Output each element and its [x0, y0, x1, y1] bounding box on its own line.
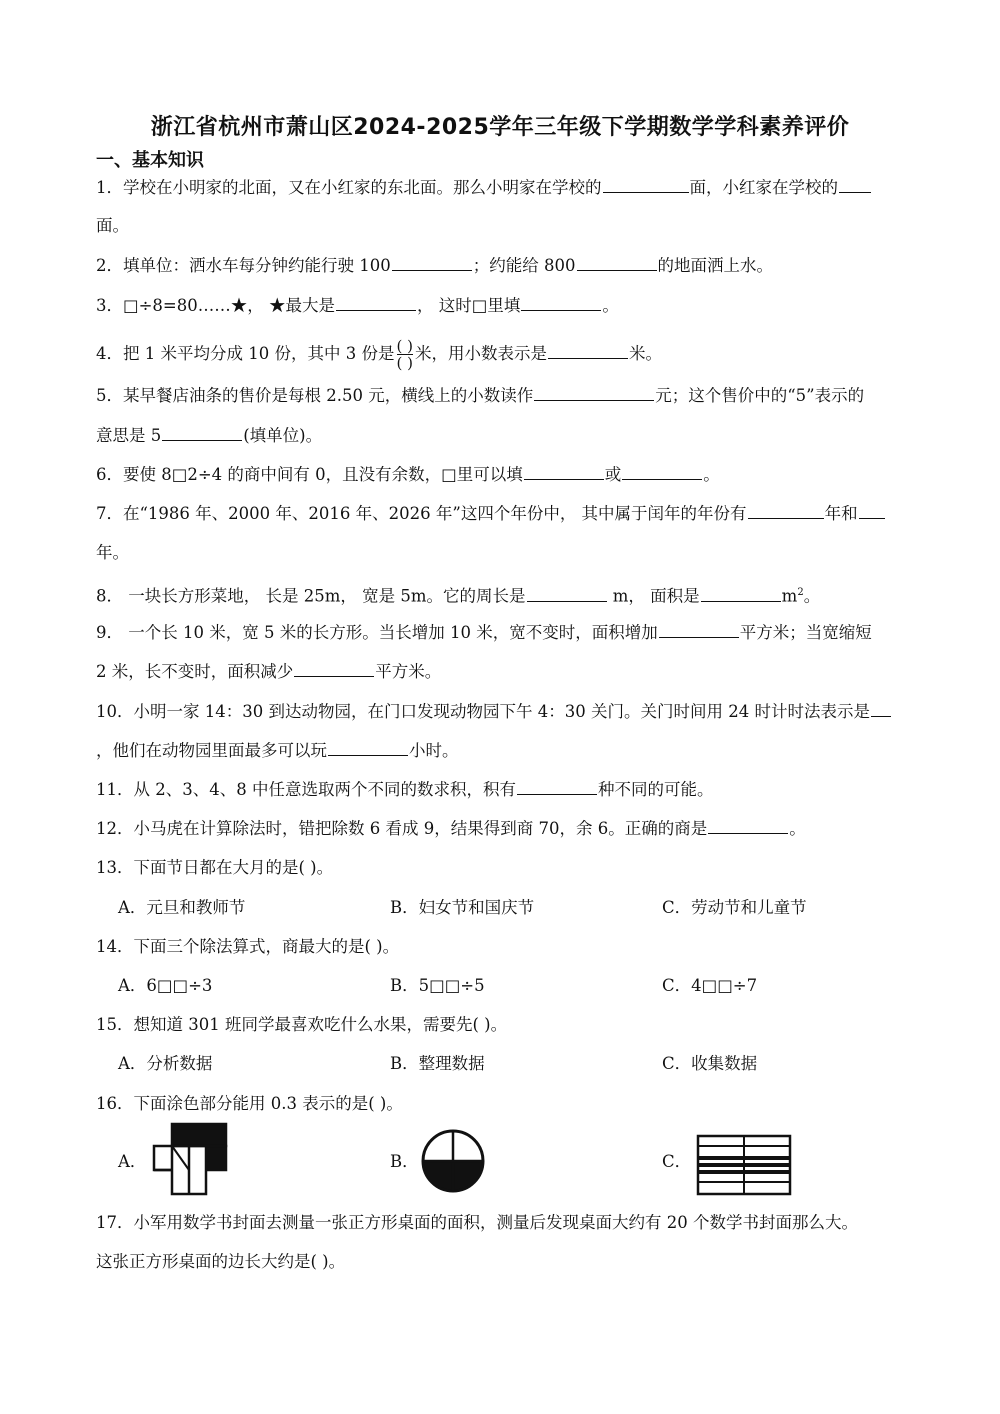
answer-blank[interactable] [839, 176, 871, 193]
q14-option-a[interactable]: A．6□□÷3 [118, 976, 213, 995]
question-1-cont [96, 214, 946, 238]
q13-option-a[interactable]: A．元旦和教师节 [118, 898, 246, 917]
answer-blank[interactable] [521, 294, 601, 311]
q8-text-c: m [781, 586, 798, 606]
answer-blank[interactable] [701, 585, 781, 602]
answer-blank[interactable] [527, 585, 607, 602]
answer-blank[interactable] [336, 294, 416, 311]
q1-text-c: 面。 [96, 216, 129, 235]
q5-text-a: 5．某早餐店油条的售价是每根 2.50 元，横线上的小数读作 [96, 386, 534, 405]
question-17-cont: 这张正方形桌面的边长大约是( )。 [96, 1252, 346, 1271]
question-14: 14．下面三个除法算式，商最大的是( )。 [96, 937, 400, 956]
q12-text-a: 12．小马虎在计算除法时，错把除数 6 看成 9，结果得到商 70，余 6。正确的商是 [96, 819, 708, 838]
q10-text-c: 小时。 [409, 741, 459, 760]
q13-option-c[interactable]: C．劳动节和儿童节 [662, 898, 807, 917]
q5-text-c: 意思是 5 [96, 426, 162, 445]
q10-text-b: ，他们在动物园里面最多可以玩 [96, 741, 327, 760]
figure-c-striped-rectangle [696, 1134, 792, 1196]
question-1 [96, 176, 946, 200]
question-10-cont [96, 739, 946, 763]
q2-text-b: ；约能给 800 [472, 256, 576, 275]
answer-blank[interactable] [708, 817, 788, 834]
q15-option-a[interactable]: A．分析数据 [118, 1054, 213, 1073]
q10-text-a: 10．小明一家 14：30 到达动物园，在门口发现动物园下午 4：30 关门。关门时间用 24 时计时法表示是 [96, 702, 870, 721]
answer-blank[interactable] [162, 424, 242, 441]
question-8 [96, 581, 946, 609]
q8-text-b: m， 面积是 [607, 586, 700, 606]
answer-blank[interactable] [871, 700, 891, 717]
q9-text-b: 平方米；当宽缩短 [739, 623, 872, 642]
question-7-cont [96, 541, 946, 565]
section-heading: 一、基本知识 [96, 150, 204, 171]
figure-a-cross-shape [152, 1122, 228, 1196]
question-5 [96, 384, 946, 408]
question-9 [96, 621, 946, 645]
answer-blank[interactable] [517, 778, 597, 795]
fraction-numerator[interactable]: ( ) [396, 337, 413, 355]
question-3 [96, 294, 946, 318]
q13-option-b[interactable]: B．妇女节和国庆节 [390, 898, 535, 917]
fraction [396, 338, 412, 371]
q15-option-c[interactable]: C．收集数据 [662, 1054, 758, 1073]
q14-option-c[interactable]: C．4□□÷7 [662, 976, 758, 995]
answer-blank[interactable] [577, 254, 657, 271]
q5-text-b: 元；这个售价中的“5”表示的 [655, 386, 865, 405]
q12-text-b: 。 [789, 819, 806, 838]
question-13: 13．下面节日都在大月的是( )。 [96, 858, 334, 877]
q7-text-a: 7．在“1986 年、2000 年、2016 年、2026 年”这四个年份中， 其中属于闰年的年份有 [96, 504, 747, 523]
q6-text-a: 6．要使 8□2÷4 的商中间有 0，且没有余数，□里可以填 [96, 465, 523, 484]
q2-text-c: 的地面洒上水。 [657, 256, 773, 275]
question-12 [96, 817, 946, 841]
q6-text-c: 。 [703, 465, 720, 484]
q3-text-a: 3．□÷8=80……★， ★最大是 [96, 296, 335, 315]
q16-option-c[interactable]: C． [662, 1152, 692, 1171]
q16-option-b[interactable]: B． [390, 1152, 419, 1171]
q2-text-a: 2．填单位：洒水车每分钟约能行驶 100 [96, 256, 391, 275]
answer-blank[interactable] [294, 660, 374, 677]
q5-text-d: (填单位)。 [243, 426, 323, 445]
q9-text-a: 9． 一个长 10 米，宽 5 米的长方形。当长增加 10 米，宽不变时，面积增加 [96, 623, 658, 642]
q8-text-d: 。 [803, 586, 821, 606]
document-title: 浙江省杭州市萧山区2024-2025学年三年级下学期数学学科素养评价 [150, 115, 850, 140]
q3-text-b: ， 这时□里填 [416, 296, 521, 315]
question-9-cont [96, 660, 946, 684]
fraction-denominator[interactable]: ( ) [396, 354, 413, 372]
answer-blank[interactable] [659, 621, 739, 638]
q9-text-c: 2 米，长不变时，面积减少 [96, 662, 294, 681]
q11-text-a: 11．从 2、3、4、8 中任意选取两个不同的数求积，积有 [96, 780, 516, 799]
question-17: 17．小军用数学书封面去测量一张正方形桌面的面积，测量后发现桌面大约有 20 个数学书封面那么大。 [96, 1213, 858, 1232]
question-4 [96, 338, 946, 371]
answer-blank[interactable] [603, 176, 689, 193]
q4-text-a: 4．把 1 米平均分成 10 份，其中 3 份是 [96, 344, 395, 363]
question-11 [96, 778, 946, 802]
answer-blank[interactable] [548, 342, 628, 359]
q9-text-d: 平方米。 [375, 662, 442, 681]
answer-blank[interactable] [748, 502, 824, 519]
q1-text-b: 面，小红家在学校的 [689, 178, 838, 197]
answer-blank[interactable] [328, 739, 408, 756]
q15-option-b[interactable]: B．整理数据 [390, 1054, 485, 1073]
question-10 [96, 700, 946, 724]
answer-blank[interactable] [534, 384, 654, 401]
question-6 [96, 463, 946, 487]
answer-blank[interactable] [622, 463, 702, 480]
q14-option-b[interactable]: B．5□□÷5 [390, 976, 485, 995]
q6-text-b: 或 [604, 465, 622, 484]
q3-text-c: 。 [602, 296, 619, 315]
q4-text-b: 米，用小数表示是 [414, 344, 547, 363]
q11-text-b: 种不同的可能。 [597, 780, 714, 799]
q4-text-c: 米。 [628, 344, 662, 363]
question-15: 15．想知道 301 班同学最喜欢吃什么水果，需要先( )。 [96, 1015, 508, 1034]
question-7 [96, 502, 946, 526]
answer-blank[interactable] [859, 502, 885, 519]
superscript: 2 [797, 587, 804, 598]
answer-blank[interactable] [392, 254, 472, 271]
q7-text-b: 年和 [824, 504, 858, 523]
figure-b-circle [420, 1128, 486, 1194]
answer-blank[interactable] [524, 463, 604, 480]
question-2 [96, 254, 946, 278]
q8-text-a: 8． 一块长方形菜地， 长是 25m， 宽是 5m。它的周长是 [96, 586, 526, 606]
question-16: 16．下面涂色部分能用 0.3 表示的是( )。 [96, 1094, 403, 1113]
q16-option-a[interactable]: A． [118, 1152, 147, 1171]
q1-text-a: 1．学校在小明家的北面，又在小红家的东北面。那么小明家在学校的 [96, 178, 602, 197]
question-5-cont [96, 424, 946, 448]
q7-text-c: 年。 [96, 543, 129, 562]
